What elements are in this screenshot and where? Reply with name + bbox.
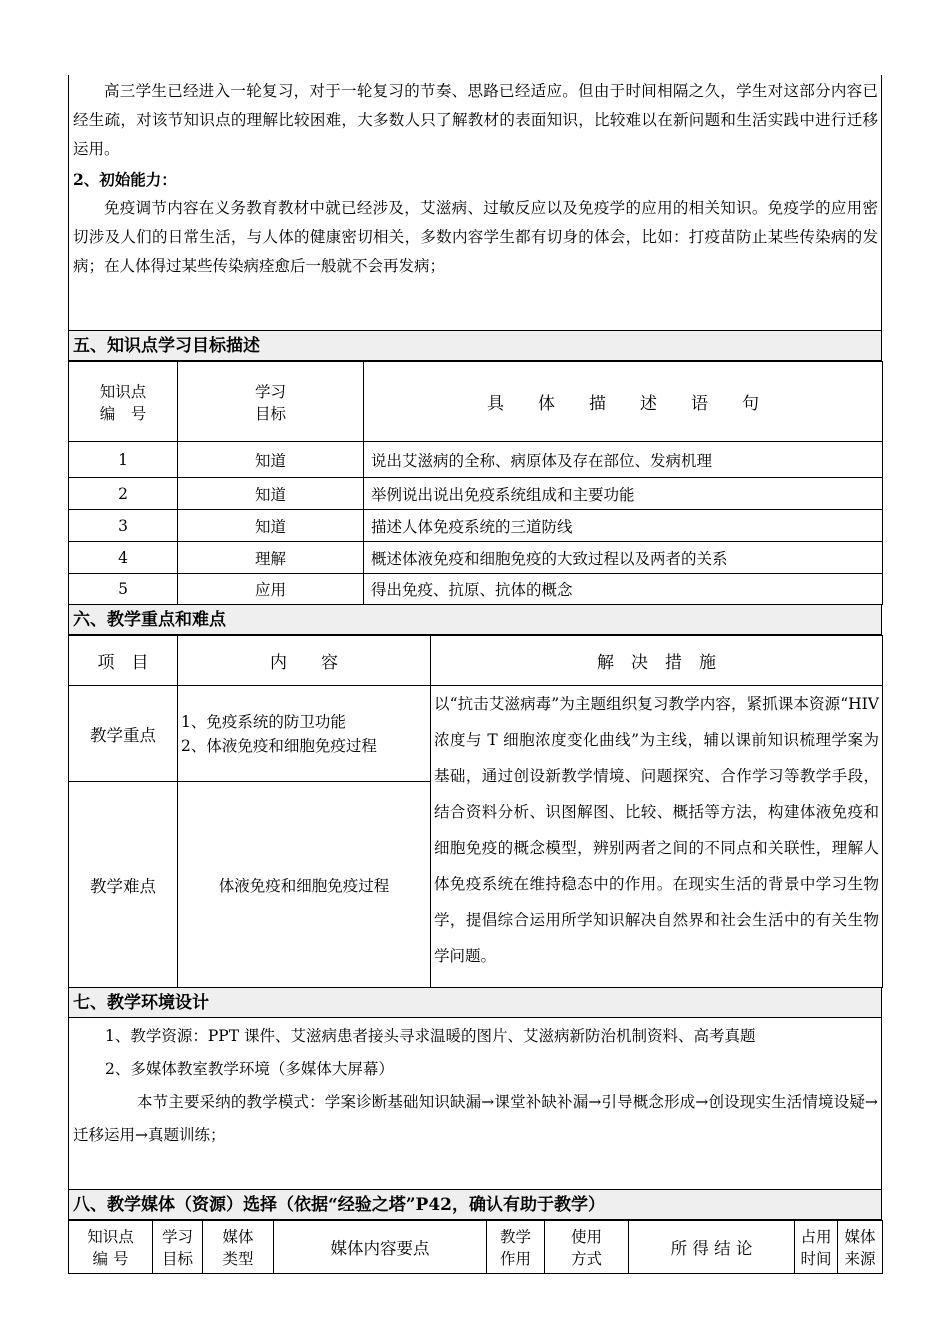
header-knowledge-number: 知识点 编 号 bbox=[69, 1221, 153, 1274]
row-goal: 理解 bbox=[178, 542, 364, 574]
header-media-source: 媒体 来源 bbox=[838, 1221, 883, 1274]
row-goal: 应用 bbox=[178, 574, 364, 605]
header-learning-goal: 学习 目标 bbox=[178, 362, 364, 442]
row-number: 1 bbox=[69, 442, 178, 478]
section8-title: 八、教学媒体（资源）选择（依据“经验之塔”P42，确认有助于教学） bbox=[68, 1190, 882, 1220]
section5-title: 五、知识点学习目标描述 bbox=[68, 331, 882, 361]
section6-title: 六、教学重点和难点 bbox=[68, 605, 882, 635]
key-difficult-points-table bbox=[68, 635, 883, 988]
header-time: 占用 时间 bbox=[795, 1221, 838, 1274]
media-selection-table bbox=[68, 1220, 883, 1274]
key-points-label: 教学重点 bbox=[69, 686, 178, 782]
row-description: 概述体液免疫和细胞免疫的大致过程以及两者的关系 bbox=[364, 542, 883, 574]
header-usage: 使用 方式 bbox=[545, 1221, 629, 1274]
row-number: 3 bbox=[69, 510, 178, 542]
learner-analysis-box bbox=[68, 75, 882, 331]
difficult-points-label: 教学难点 bbox=[69, 782, 178, 988]
row-number: 5 bbox=[69, 574, 178, 605]
header-knowledge-number: 知识点 编 号 bbox=[69, 362, 178, 442]
env-resources-line: 1、教学资源：PPT 课件、艾滋病患者接头寻求温暖的图片、艾滋病新防治机制资料、高考真题 bbox=[105, 1027, 756, 1045]
header-item: 项 目 bbox=[69, 636, 178, 686]
row-description: 描述人体免疫系统的三道防线 bbox=[364, 510, 883, 542]
row-goal: 知道 bbox=[178, 478, 364, 510]
env-multimedia-line: 2、多媒体教室教学环境（多媒体大屏幕） bbox=[105, 1060, 394, 1078]
table-row bbox=[69, 442, 883, 478]
row-description: 举例说出说出免疫系统组成和主要功能 bbox=[364, 478, 883, 510]
header-teaching-role: 教学 作用 bbox=[487, 1221, 545, 1274]
header-measures: 解 决 措 施 bbox=[431, 636, 883, 686]
table-row bbox=[69, 478, 883, 510]
row-goal: 知道 bbox=[178, 510, 364, 542]
solution-measures: 以“抗击艾滋病毒”为主题组织复习教学内容，紧抓课本资源“HIV 浓度与 T 细胞浓度变化曲线”为主线，辅以课前知识梳理学案为基础，通过创设新教学情境、问题探究、合作学习等教学手段，结合资料分析、识图解图、比较、概括等方法，构建体液免疫和细胞免疫的概念模型，辨别两者之间的不同点和关联性，理解人体免疫系统在维持稳态中的作用。在现实生活的背景中学习生物学，提倡综合运用所学知识解决自然界和社会生活中的有关生物学问题。 bbox=[431, 686, 883, 988]
row-description: 得出免疫、抗原、抗体的概念 bbox=[364, 574, 883, 605]
document-page bbox=[68, 75, 882, 1274]
header-description: 具 体 描 述 语 句 bbox=[364, 362, 883, 442]
difficult-points-content: 体液免疫和细胞免疫过程 bbox=[178, 782, 431, 988]
key-points-content: 1、免疫系统的防卫功能 2、体液免疫和细胞免疫过程 bbox=[178, 686, 431, 782]
learner-status-paragraph: 高三学生已经进入一轮复习，对于一轮复习的节奏、思路已经适应。但由于时间相隔之久，学生对这部分内容已经生疏，对该节知识点的理解比较困难，大多数人只了解教材的表面知识，比较难以在新问题和生活实践中进行迁移运用。 bbox=[73, 82, 878, 158]
section7-title: 七、教学环境设计 bbox=[68, 988, 882, 1018]
environment-design-box bbox=[68, 1018, 882, 1190]
row-number: 4 bbox=[69, 542, 178, 574]
row-number: 2 bbox=[69, 478, 178, 510]
table-row bbox=[69, 542, 883, 574]
row-description: 说出艾滋病的全称、病原体及存在部位、发病机理 bbox=[364, 442, 883, 478]
row-goal: 知道 bbox=[178, 442, 364, 478]
table-row bbox=[69, 574, 883, 605]
initial-ability-paragraph: 免疫调节内容在义务教育教材中就已经涉及，艾滋病、过敏反应以及免疫学的应用的相关知识。免疫学的应用密切涉及人们的日常生活，与人体的健康密切相关，多数内容学生都有切身的体会，比如：打疫苗防止某些传染病的发病；在人体得过某些传染病痊愈后一般就不会再发病； bbox=[73, 199, 878, 275]
env-teaching-mode-line: 本节主要采纳的教学模式：学案诊断基础知识缺漏→课堂补缺补漏→引导概念形成→创设现实生活情境设疑→迁移运用→真题训练； bbox=[73, 1093, 878, 1144]
initial-ability-heading: 2、初始能力： bbox=[73, 170, 177, 189]
header-media-points: 媒体内容要点 bbox=[274, 1221, 487, 1274]
header-learning-goal: 学习 目标 bbox=[153, 1221, 203, 1274]
header-conclusion: 所 得 结 论 bbox=[629, 1221, 795, 1274]
table-row bbox=[69, 510, 883, 542]
header-media-type: 媒体 类型 bbox=[203, 1221, 274, 1274]
header-content: 内 容 bbox=[178, 636, 431, 686]
learning-goals-table bbox=[68, 361, 883, 605]
